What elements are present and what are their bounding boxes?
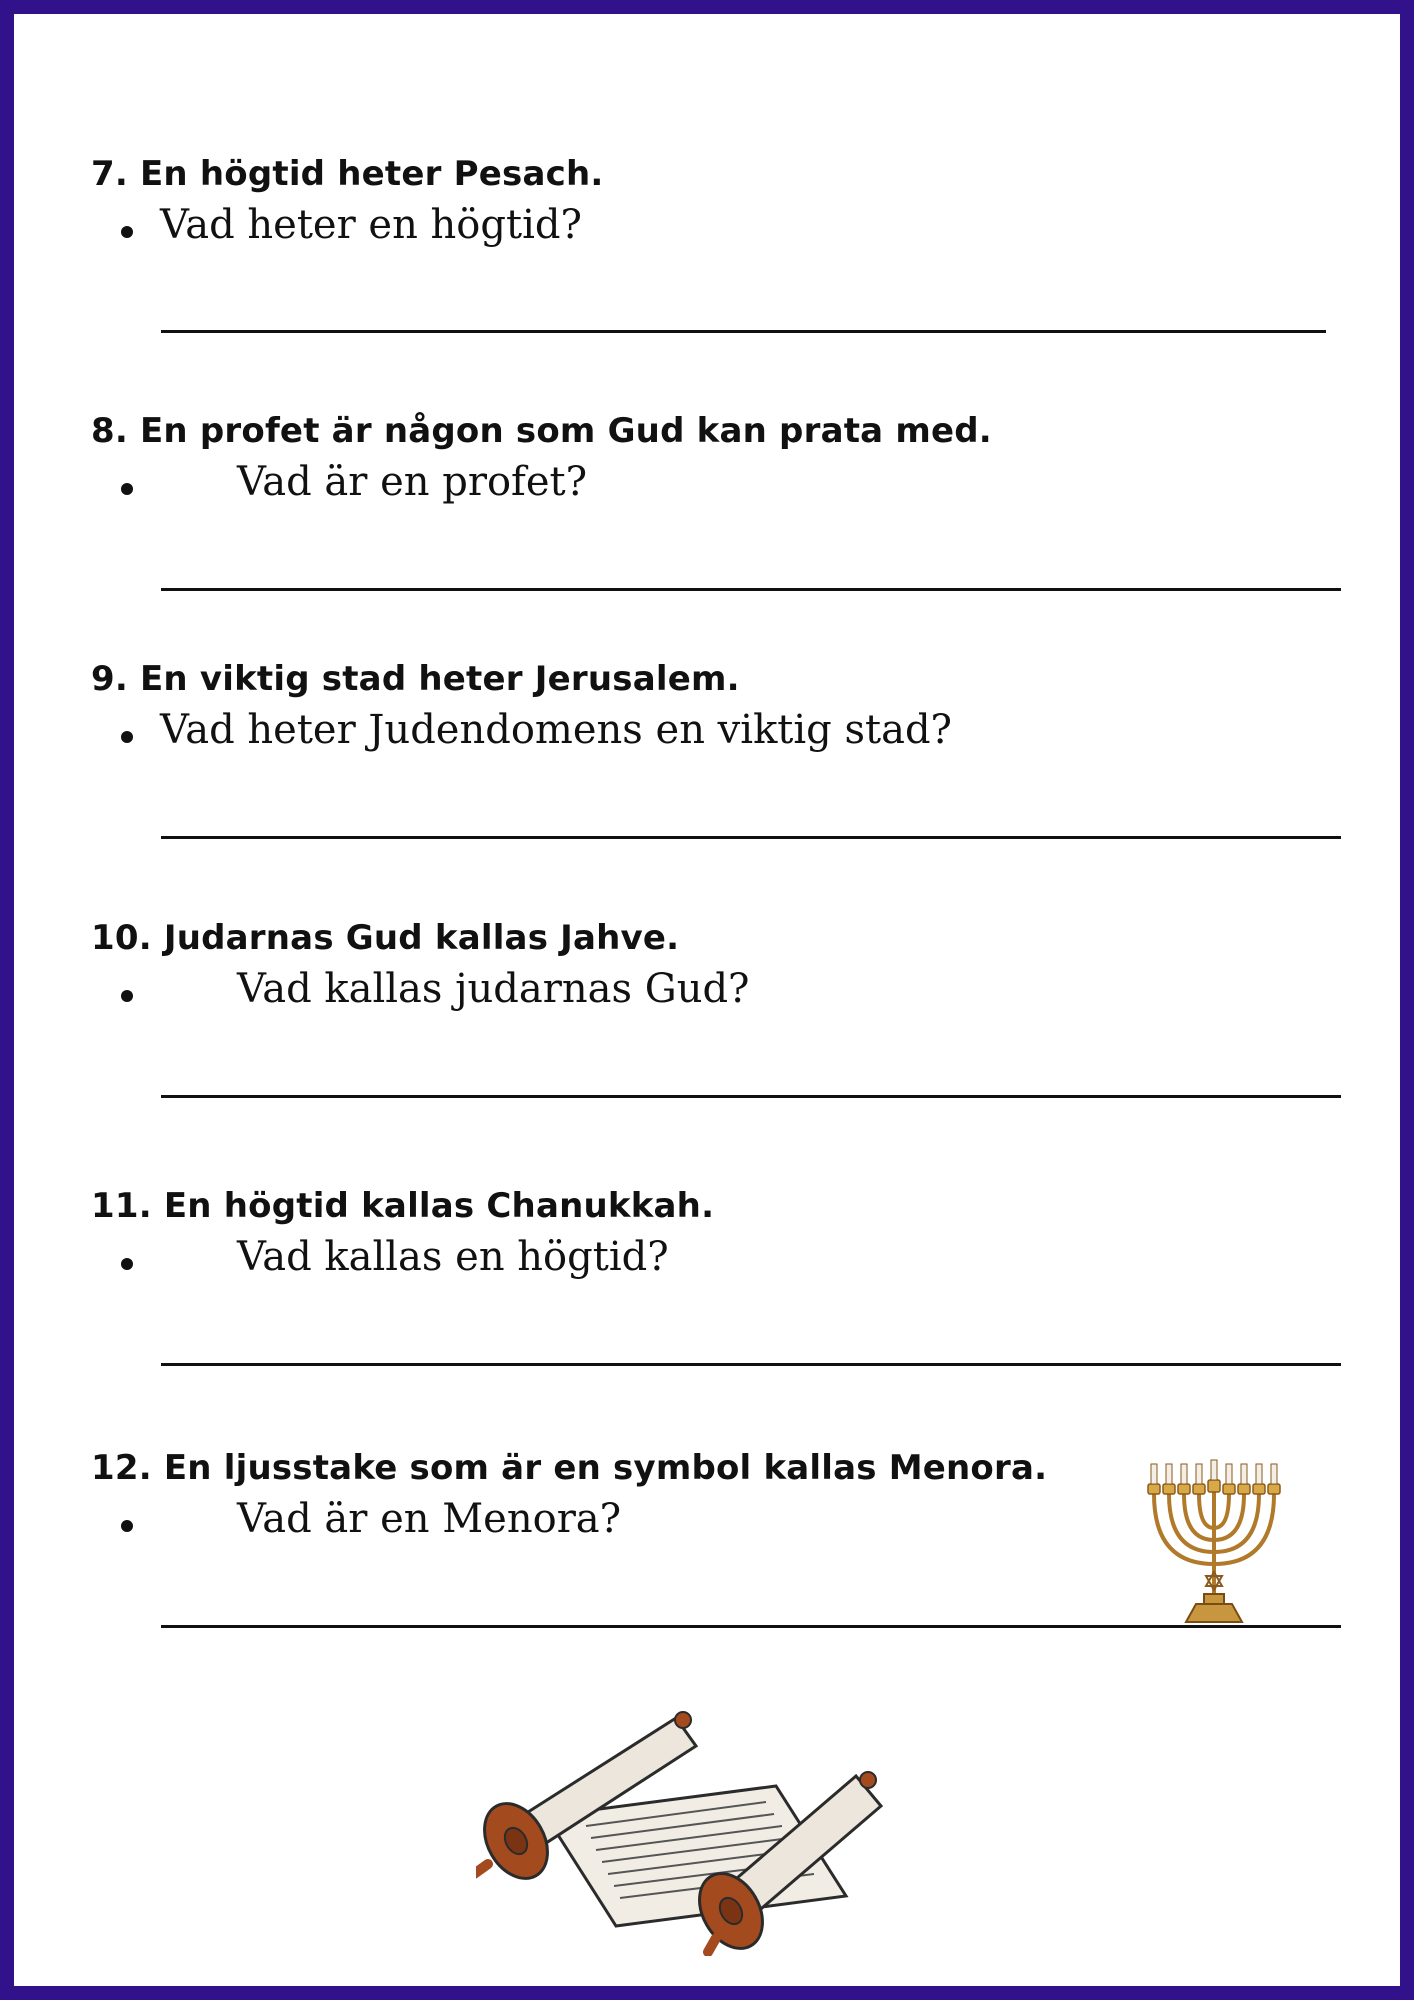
- answer-line-7[interactable]: [161, 330, 1326, 333]
- question-12: Vad är en Menora?: [237, 1496, 622, 1542]
- answer-line-9[interactable]: [161, 836, 1341, 839]
- statement-9: 9. En viktig stad heter Jerusalem.: [91, 659, 740, 699]
- statement-7: 7. En högtid heter Pesach.: [91, 154, 604, 194]
- statement-8: 8. En profet är någon som Gud kan prata med.: [91, 411, 992, 451]
- answer-line-8[interactable]: [161, 588, 1341, 591]
- bullet: [121, 483, 133, 495]
- statement-11: 11. En högtid kallas Chanukkah.: [91, 1186, 715, 1226]
- bullet: [121, 990, 133, 1002]
- question-8: Vad är en profet?: [237, 459, 588, 505]
- statement-12: 12. En ljusstake som är en symbol kallas Menora.: [91, 1448, 1048, 1488]
- question-11: Vad kallas en högtid?: [237, 1234, 669, 1280]
- bullet: [121, 731, 133, 743]
- answer-line-11[interactable]: [161, 1363, 1341, 1366]
- bullet: [121, 1520, 133, 1532]
- question-7: Vad heter en högtid?: [160, 202, 582, 248]
- question-9: Vad heter Judendomens en viktig stad?: [160, 707, 952, 753]
- statement-10: 10. Judarnas Gud kallas Jahve.: [91, 918, 680, 958]
- torah-scroll-icon: [476, 1706, 906, 1956]
- menorah-icon: [1134, 1454, 1294, 1629]
- question-10: Vad kallas judarnas Gud?: [237, 966, 750, 1012]
- bullet: [121, 1258, 133, 1270]
- answer-line-10[interactable]: [161, 1095, 1341, 1098]
- bullet: [121, 226, 133, 238]
